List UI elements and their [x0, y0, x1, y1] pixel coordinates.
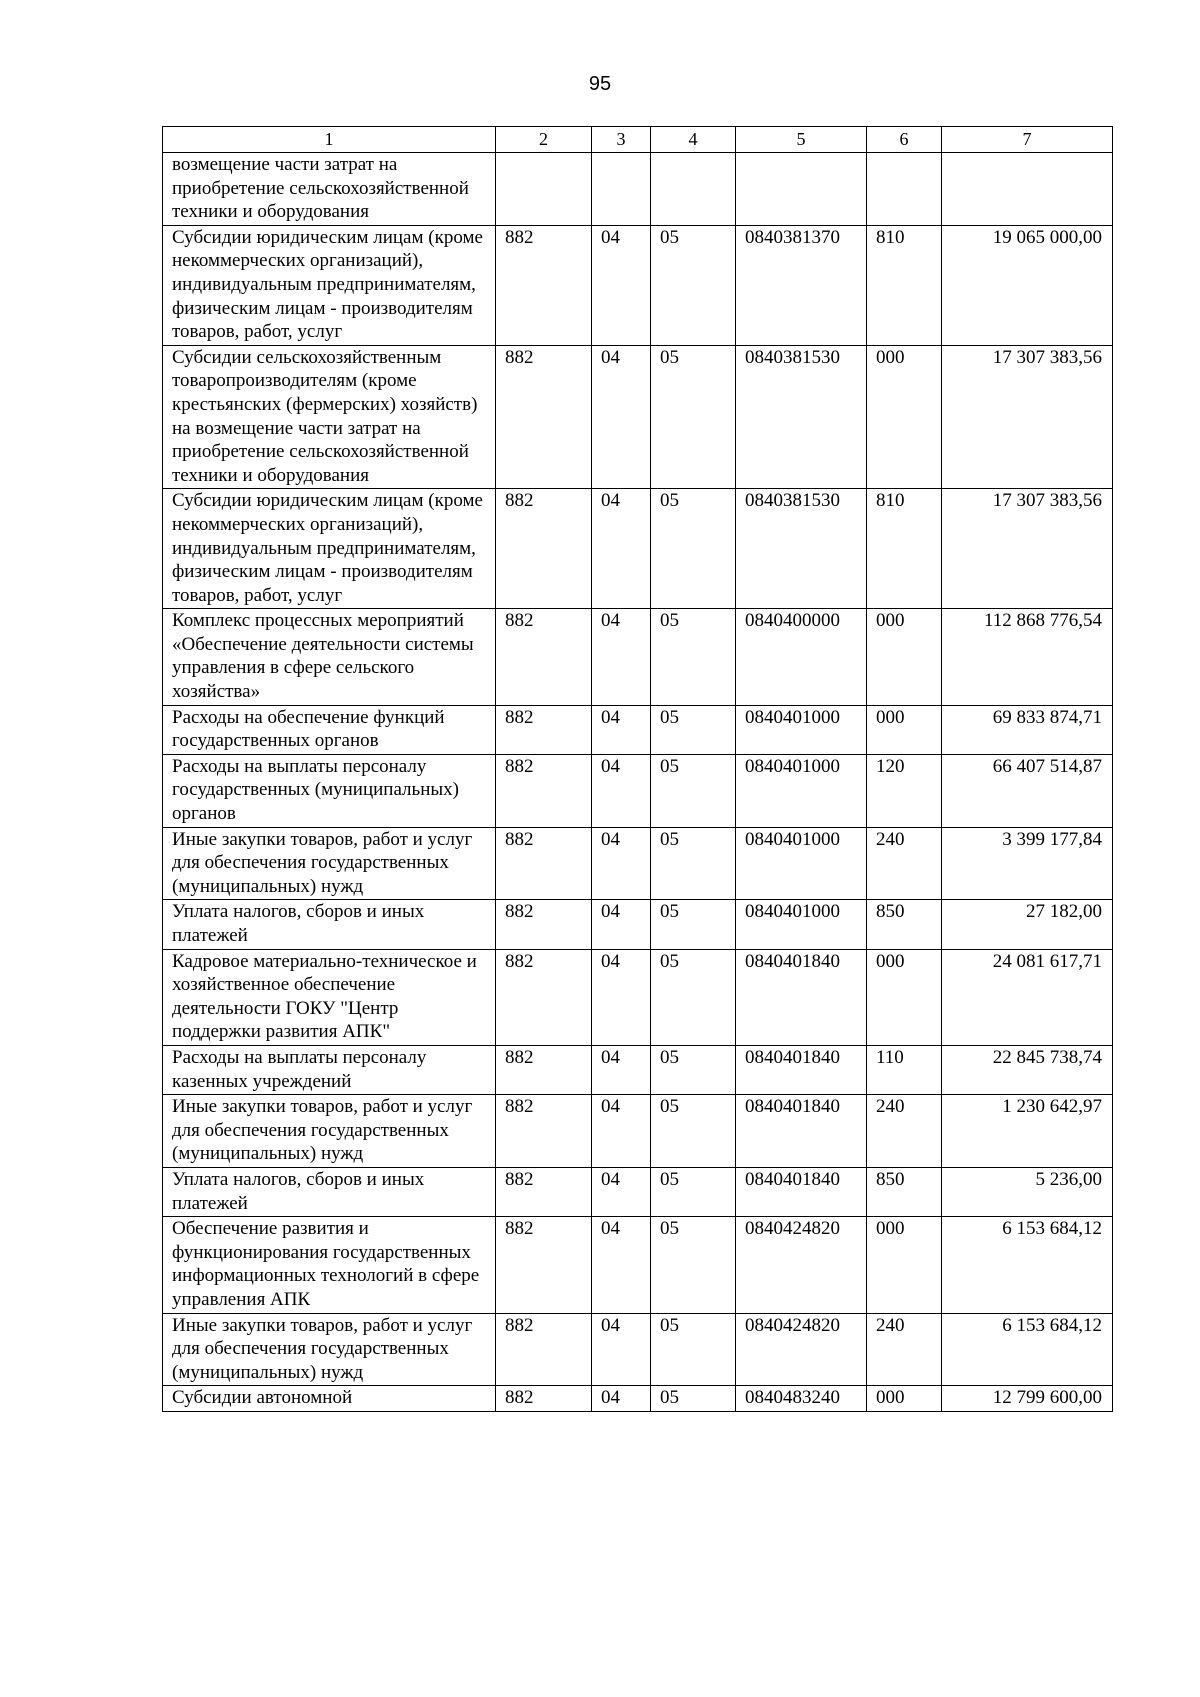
row-col-4: 05 [651, 1217, 736, 1313]
row-col-2: 882 [496, 345, 592, 489]
row-col-4: 05 [651, 900, 736, 949]
row-col-6: 810 [867, 489, 942, 609]
row-description: Расходы на выплаты персоналу казенных учреждений [163, 1045, 496, 1094]
header-row [163, 127, 1113, 153]
row-col-3: 04 [592, 345, 651, 489]
row-col-2: 882 [496, 1095, 592, 1168]
row-col-3: 04 [592, 900, 651, 949]
row-col-5: 0840381530 [736, 345, 867, 489]
row-col-6: 000 [867, 345, 942, 489]
budget-table [162, 126, 1113, 1412]
row-col-3: 04 [592, 949, 651, 1045]
row-col-6: 240 [867, 1313, 942, 1386]
row-col-5: 0840401840 [736, 1045, 867, 1094]
row-col-2: 882 [496, 225, 592, 345]
row-amount: 12 799 600,00 [942, 1386, 1113, 1412]
table-row [163, 754, 1113, 827]
row-col-3: 04 [592, 754, 651, 827]
table-row [163, 153, 1113, 226]
row-col-3: 04 [592, 1095, 651, 1168]
table-row [163, 1217, 1113, 1313]
row-col-3: 04 [592, 1167, 651, 1216]
row-col-4: 05 [651, 489, 736, 609]
table-row [163, 489, 1113, 609]
row-amount: 69 833 874,71 [942, 705, 1113, 754]
row-col-6 [867, 153, 942, 226]
row-amount: 24 081 617,71 [942, 949, 1113, 1045]
row-col-4: 05 [651, 1386, 736, 1412]
row-col-4: 05 [651, 345, 736, 489]
row-col-4: 05 [651, 705, 736, 754]
row-col-2: 882 [496, 827, 592, 900]
row-col-2: 882 [496, 900, 592, 949]
row-description: Уплата налогов, сборов и иных платежей [163, 1167, 496, 1216]
row-amount: 17 307 383,56 [942, 489, 1113, 609]
row-description: Иные закупки товаров, работ и услуг для обеспечения государственных (муниципальных) нужд [163, 827, 496, 900]
row-col-3: 04 [592, 1217, 651, 1313]
row-amount: 6 153 684,12 [942, 1313, 1113, 1386]
row-description: Расходы на выплаты персоналу государственных (муниципальных) органов [163, 754, 496, 827]
row-col-6: 000 [867, 1386, 942, 1412]
row-amount: 66 407 514,87 [942, 754, 1113, 827]
row-col-6: 000 [867, 609, 942, 705]
row-col-2: 882 [496, 1045, 592, 1094]
row-col-2: 882 [496, 1217, 592, 1313]
row-col-4: 05 [651, 827, 736, 900]
row-col-5: 0840401840 [736, 1167, 867, 1216]
row-description: Комплекс процессных мероприятий «Обеспечение деятельности системы управления в сфере сельского хозяйства» [163, 609, 496, 705]
row-description: Субсидии автономной [163, 1386, 496, 1412]
row-col-6: 120 [867, 754, 942, 827]
row-col-5: 0840401000 [736, 754, 867, 827]
row-description: Субсидии юридическим лицам (кроме некоммерческих организаций), индивидуальным предпринимателям, физическим лицам - производителям товаров, работ, услуг [163, 225, 496, 345]
row-col-4 [651, 153, 736, 226]
row-col-5: 0840424820 [736, 1313, 867, 1386]
row-col-3: 04 [592, 489, 651, 609]
table-row [163, 900, 1113, 949]
row-amount: 22 845 738,74 [942, 1045, 1113, 1094]
row-col-4: 05 [651, 1313, 736, 1386]
row-amount: 112 868 776,54 [942, 609, 1113, 705]
row-col-2: 882 [496, 705, 592, 754]
row-amount: 19 065 000,00 [942, 225, 1113, 345]
row-col-3: 04 [592, 1386, 651, 1412]
table-row [163, 1095, 1113, 1168]
table-row [163, 225, 1113, 345]
row-description: Субсидии юридическим лицам (кроме некоммерческих организаций), индивидуальным предпринимателям, физическим лицам - производителям товаров, работ, услуг [163, 489, 496, 609]
row-col-3: 04 [592, 827, 651, 900]
row-col-2 [496, 153, 592, 226]
row-col-2: 882 [496, 1167, 592, 1216]
row-col-5: 0840401000 [736, 900, 867, 949]
row-col-3 [592, 153, 651, 226]
row-col-5: 0840401000 [736, 827, 867, 900]
row-col-4: 05 [651, 1167, 736, 1216]
row-col-6: 810 [867, 225, 942, 345]
row-col-6: 850 [867, 1167, 942, 1216]
row-col-5 [736, 153, 867, 226]
row-amount: 1 230 642,97 [942, 1095, 1113, 1168]
header-col-3: 3 [592, 127, 651, 153]
row-col-3: 04 [592, 1313, 651, 1386]
row-col-2: 882 [496, 489, 592, 609]
row-col-4: 05 [651, 1045, 736, 1094]
row-description: Кадровое материально-техническое и хозяйственное обеспечение деятельности ГОКУ "Центр поддержки развития АПК" [163, 949, 496, 1045]
row-description: Субсидии сельскохозяйственным товаропроизводителям (кроме крестьянских (фермерских) хозяйств) на возмещение части затрат на приобретение сельскохозяйственной техники и оборудования [163, 345, 496, 489]
row-col-4: 05 [651, 754, 736, 827]
table-row [163, 1045, 1113, 1094]
row-amount [942, 153, 1113, 226]
row-col-6: 000 [867, 705, 942, 754]
table-row [163, 1386, 1113, 1412]
row-col-6: 000 [867, 1217, 942, 1313]
row-col-2: 882 [496, 949, 592, 1045]
row-col-4: 05 [651, 1095, 736, 1168]
row-col-5: 0840381530 [736, 489, 867, 609]
page-number: 95 [588, 73, 612, 95]
row-amount: 6 153 684,12 [942, 1217, 1113, 1313]
row-col-3: 04 [592, 225, 651, 345]
table-row [163, 827, 1113, 900]
header-col-1: 1 [163, 127, 496, 153]
row-col-6: 000 [867, 949, 942, 1045]
row-col-4: 05 [651, 225, 736, 345]
header-col-4: 4 [651, 127, 736, 153]
row-col-5: 0840401840 [736, 1095, 867, 1168]
header-col-7: 7 [942, 127, 1113, 153]
row-col-3: 04 [592, 705, 651, 754]
table-header [163, 127, 1113, 153]
row-col-3: 04 [592, 1045, 651, 1094]
row-amount: 3 399 177,84 [942, 827, 1113, 900]
row-description: Иные закупки товаров, работ и услуг для обеспечения государственных (муниципальных) нужд [163, 1095, 496, 1168]
row-amount: 27 182,00 [942, 900, 1113, 949]
row-col-5: 0840401000 [736, 705, 867, 754]
row-description: Иные закупки товаров, работ и услуг для обеспечения государственных (муниципальных) нужд [163, 1313, 496, 1386]
row-col-3: 04 [592, 609, 651, 705]
table-row [163, 345, 1113, 489]
header-col-6: 6 [867, 127, 942, 153]
header-col-5: 5 [736, 127, 867, 153]
row-col-4: 05 [651, 949, 736, 1045]
row-col-6: 110 [867, 1045, 942, 1094]
row-col-6: 850 [867, 900, 942, 949]
table-row [163, 609, 1113, 705]
row-col-4: 05 [651, 609, 736, 705]
row-description: Обеспечение развития и функционирования государственных информационных технологий в сфере управления АПК [163, 1217, 496, 1313]
row-col-6: 240 [867, 827, 942, 900]
row-col-6: 240 [867, 1095, 942, 1168]
row-col-5: 0840424820 [736, 1217, 867, 1313]
row-col-2: 882 [496, 1386, 592, 1412]
row-amount: 5 236,00 [942, 1167, 1113, 1216]
row-col-5: 0840400000 [736, 609, 867, 705]
row-col-2: 882 [496, 609, 592, 705]
row-description: возмещение части затрат на приобретение сельскохозяйственной техники и оборудования [163, 153, 496, 226]
row-col-2: 882 [496, 754, 592, 827]
table-row [163, 705, 1113, 754]
table-row [163, 949, 1113, 1045]
row-amount: 17 307 383,56 [942, 345, 1113, 489]
header-col-2: 2 [496, 127, 592, 153]
row-col-5: 0840381370 [736, 225, 867, 345]
row-col-5: 0840401840 [736, 949, 867, 1045]
row-description: Уплата налогов, сборов и иных платежей [163, 900, 496, 949]
row-col-2: 882 [496, 1313, 592, 1386]
table-body [163, 153, 1113, 1412]
row-description: Расходы на обеспечение функций государственных органов [163, 705, 496, 754]
table-row [163, 1167, 1113, 1216]
table-row [163, 1313, 1113, 1386]
row-col-5: 0840483240 [736, 1386, 867, 1412]
